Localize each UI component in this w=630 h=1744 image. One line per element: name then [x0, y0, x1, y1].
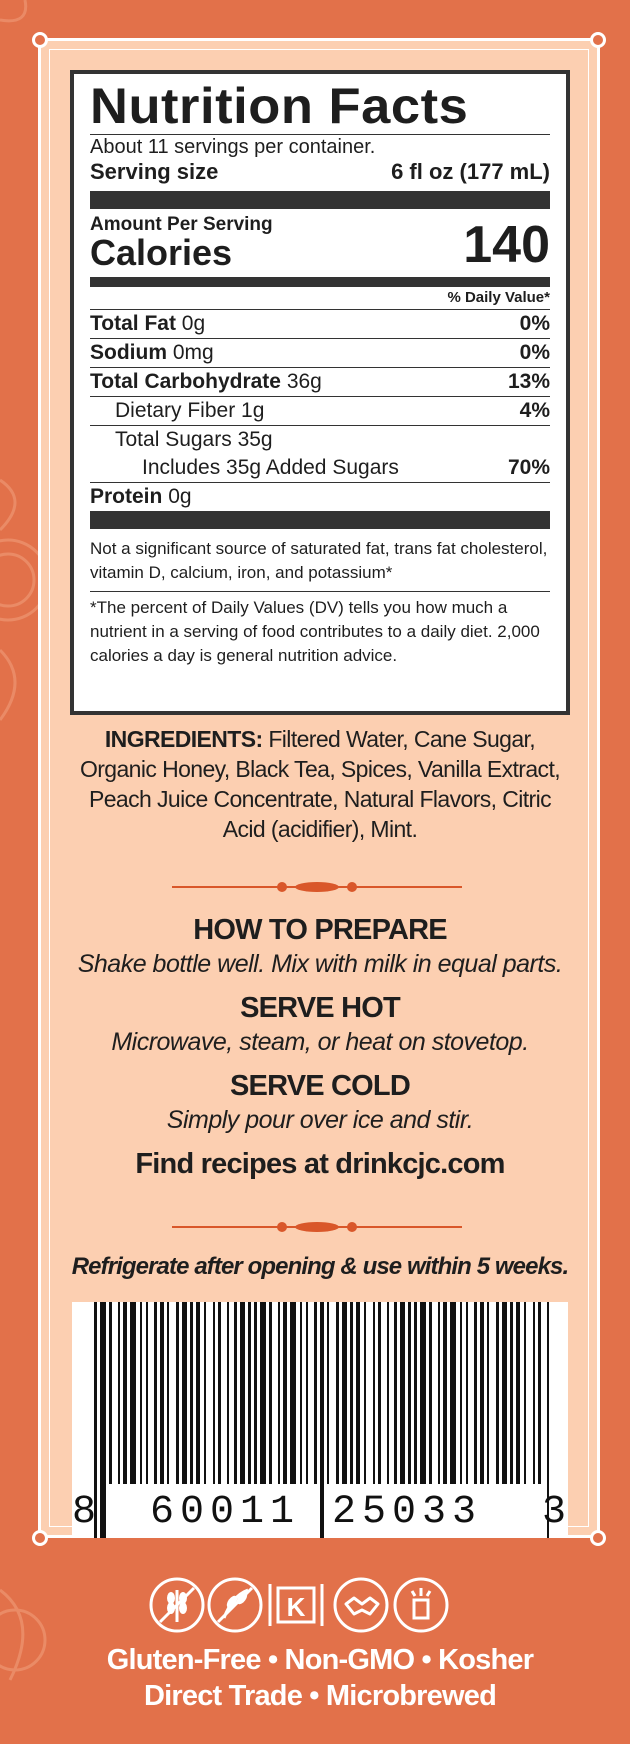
barcode-bar	[160, 1302, 164, 1484]
nutrient-row-total-sugars: Total Sugars 35g	[90, 425, 550, 454]
barcode-bar	[524, 1302, 526, 1484]
microbrewed-icon	[392, 1576, 450, 1634]
barcode-bar	[227, 1302, 229, 1484]
barcode-bar	[167, 1302, 169, 1484]
barcode-bar	[314, 1302, 317, 1484]
barcode-bar	[438, 1302, 440, 1484]
nutrition-facts-title: Nutrition Facts	[90, 78, 469, 134]
barcode-bar	[234, 1302, 237, 1484]
rule	[90, 591, 550, 592]
gluten-free-icon	[148, 1576, 206, 1634]
barcode-bar	[254, 1302, 257, 1484]
barcode-bar	[204, 1302, 206, 1484]
kosher-letter: K	[286, 1592, 306, 1622]
barcode-bar	[443, 1302, 447, 1484]
thick-rule	[90, 191, 550, 209]
certification-badges	[148, 1576, 494, 1636]
nutrient-row-sodium: Sodium 0mg 0%	[90, 338, 550, 367]
barcode-bar	[387, 1302, 389, 1484]
nutrition-facts-panel	[70, 70, 570, 715]
barcode-bar	[290, 1302, 296, 1484]
barcode-bar	[240, 1302, 245, 1484]
barcode-bar	[538, 1302, 541, 1484]
barcode-bar	[248, 1302, 251, 1484]
claims-line-2: Direct Trade • Microbrewed	[144, 1680, 496, 1712]
daily-value-header: % Daily Value*	[447, 289, 550, 306]
barcode-bar	[533, 1302, 535, 1484]
amount-per-serving: Amount Per Serving	[90, 214, 273, 235]
barcode-bar	[130, 1302, 136, 1484]
kosher-icon	[264, 1576, 328, 1634]
barcode-bar	[373, 1302, 375, 1484]
barcode-bar	[269, 1302, 272, 1484]
serving-size-value: 6 fl oz (177 mL)	[391, 159, 550, 184]
ingredients-label: INGREDIENTS:	[104, 726, 263, 752]
barcode-bar	[502, 1302, 507, 1484]
how-to-prepare-text: Shake bottle well. Mix with milk in equal parts.	[77, 950, 563, 978]
calories-value: 140	[463, 216, 550, 274]
barcode-bar	[510, 1302, 513, 1484]
nutrient-row-total-fat: Total Fat 0g 0%	[90, 309, 550, 338]
ornamental-divider-top	[172, 880, 462, 894]
barcode-bar	[218, 1302, 221, 1484]
barcode-bar	[394, 1302, 397, 1484]
barcode-bar	[140, 1302, 142, 1484]
daily-value-footnote: *The percent of Daily Values (DV) tells you how much a nutrient in a serving of food contributes to a daily diet. 2,000 calories a day is general nutrition advice.	[90, 598, 540, 665]
barcode-bar	[109, 1302, 112, 1484]
barcode-bar	[466, 1302, 468, 1484]
barcode-bar	[300, 1302, 302, 1484]
barcode-bar	[118, 1302, 120, 1484]
barcode-bar	[278, 1302, 280, 1484]
ornamental-divider-bottom	[172, 1220, 462, 1234]
corner-ornament-bottom-right	[590, 1530, 606, 1546]
how-to-prepare-heading: HOW TO PREPARE	[193, 914, 447, 946]
barcode-bar	[182, 1302, 187, 1484]
nutrient-row-total-carbohydrate: Total Carbohydrate 36g 13%	[90, 367, 550, 396]
barcode-digit-group: 8	[72, 1490, 97, 1535]
barcode-bar	[408, 1302, 411, 1484]
barcode-bar	[146, 1302, 148, 1484]
barcode-bar	[378, 1302, 381, 1484]
preparation-section	[60, 912, 580, 1182]
barcode-bar	[260, 1302, 266, 1484]
barcode-bar	[356, 1302, 360, 1484]
medium-rule	[90, 277, 550, 287]
recipes-link-text: Find recipes at drinkcjc.com	[135, 1148, 505, 1180]
barcode-bar	[460, 1302, 462, 1484]
servings-per-container: About 11 servings per container.	[90, 136, 376, 158]
barcode-digit-group: 3	[542, 1490, 567, 1535]
barcode-bar	[283, 1302, 287, 1484]
barcode-digit-group: 25033	[332, 1490, 483, 1535]
barcode-bar	[336, 1302, 339, 1484]
nutrient-row-dietary-fiber: Dietary Fiber 1g 4%	[90, 396, 550, 425]
barcode-bar	[450, 1302, 456, 1484]
storage-instructions: Refrigerate after opening & use within 5 weeks.	[71, 1253, 569, 1280]
serve-hot-text: Microwave, steam, or heat on stovetop.	[111, 1028, 529, 1056]
serving-size-label: Serving size	[90, 159, 219, 184]
serve-cold-heading: SERVE COLD	[229, 1070, 410, 1102]
serving-size-row	[90, 159, 550, 185]
not-significant-source-note: Not a significant source of saturated fat, trans fat cholesterol, vitamin D, calcium, iron, and potassium*	[90, 539, 548, 582]
barcode-bar	[420, 1302, 426, 1484]
nutrient-row-protein: Protein 0g	[90, 482, 550, 511]
barcode-bar	[429, 1302, 432, 1484]
serve-hot-heading: SERVE HOT	[240, 992, 400, 1024]
barcode-bar	[487, 1302, 489, 1484]
nutrient-row-added-sugars: Includes 35g Added Sugars 70%	[142, 456, 550, 479]
barcode-bar	[474, 1302, 477, 1484]
corner-ornament-top-right	[590, 32, 606, 48]
non-gmo-icon	[206, 1576, 264, 1634]
thick-rule	[90, 511, 550, 529]
barcode-bar	[350, 1302, 353, 1484]
ingredients-text: Filtered Water, Cane Sugar, Organic Honey, Black Tea, Spices, Vanilla Extract, Peach Juice Concentrate, Natural Flavors, Citric Acid (acidifier), Mint.	[79, 726, 561, 842]
barcode-bar	[213, 1302, 215, 1484]
barcode-bar	[364, 1302, 366, 1484]
calories-row	[90, 214, 550, 274]
barcode-bar	[480, 1302, 484, 1484]
barcode-bar	[306, 1302, 308, 1484]
corner-ornament-top-left	[32, 32, 48, 48]
barcode-bar	[154, 1302, 157, 1484]
claims-line-1: Gluten-Free • Non-GMO • Kosher	[106, 1644, 534, 1676]
calories-label: Calories	[90, 232, 233, 273]
corner-ornament-bottom-left	[32, 1530, 48, 1546]
barcode-bar	[196, 1302, 200, 1484]
barcode-digits	[72, 1490, 568, 1535]
barcode-digit-group: 60011	[150, 1490, 301, 1535]
barcode-bar	[342, 1302, 347, 1484]
ingredients-statement	[70, 724, 570, 844]
barcode-bar	[400, 1302, 405, 1484]
serve-cold-text: Simply pour over ice and stir.	[166, 1106, 474, 1134]
barcode-bar	[414, 1302, 417, 1484]
barcode-bar	[176, 1302, 179, 1484]
barcode-bar	[190, 1302, 193, 1484]
barcode-bar	[123, 1302, 127, 1484]
barcode-bar	[516, 1302, 520, 1484]
barcode-bar	[496, 1302, 499, 1484]
barcode-bar	[327, 1302, 329, 1484]
direct-trade-icon	[332, 1576, 390, 1634]
